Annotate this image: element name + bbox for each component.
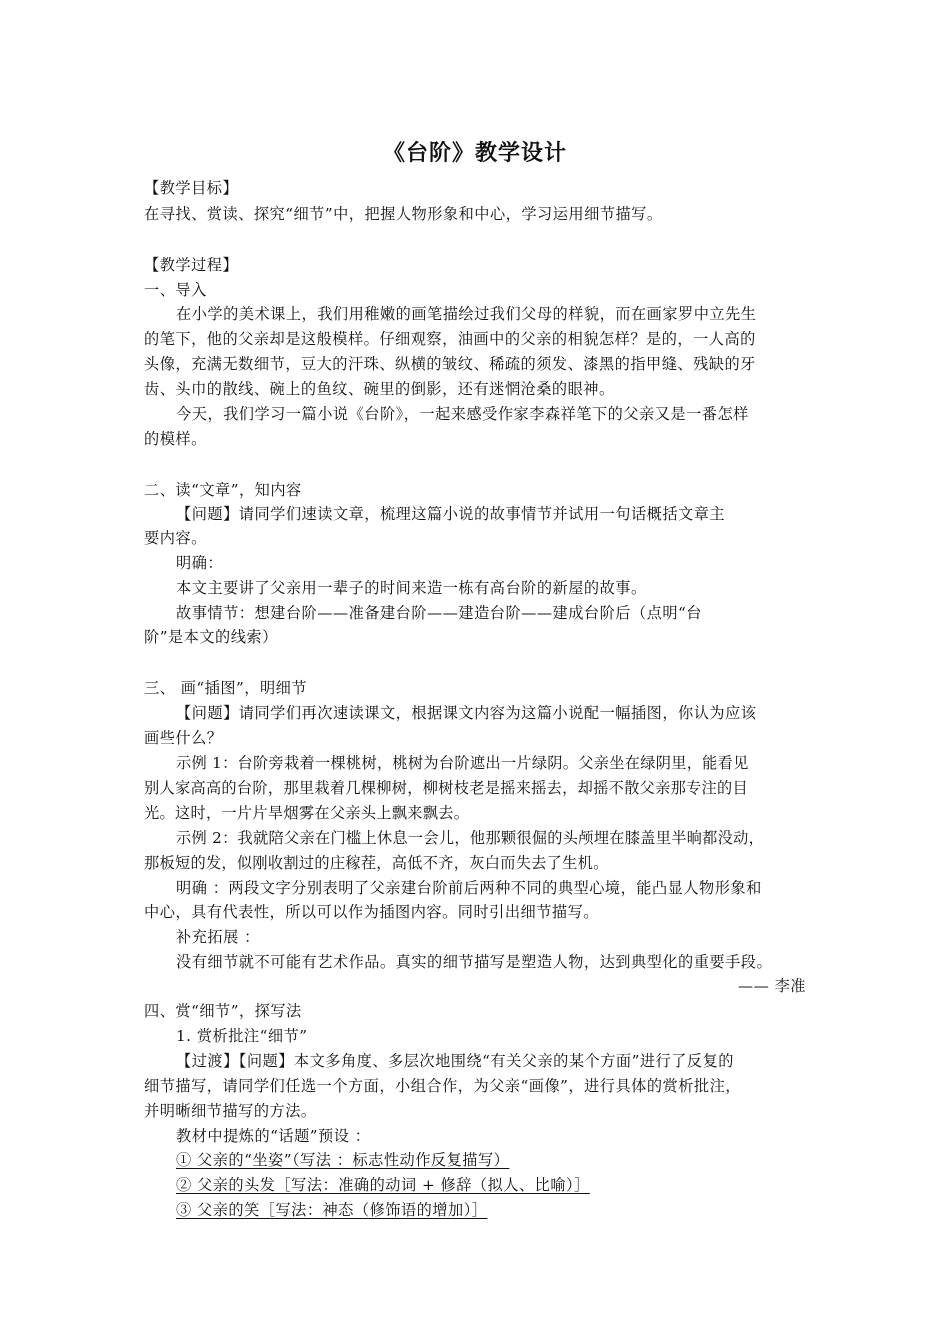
- transition-line: 并明晰细节描写的方法。: [144, 1102, 317, 1120]
- example-2-line: 示例 2：我就陪父亲在门槛上休息一会儿，他那颗很倔的头颅埋在膝盖里半晌都没动，: [176, 829, 765, 847]
- question-line: 【问题】请同学们速读文章，梳理这篇小说的故事情节并试用一句话概括文章主: [176, 505, 726, 523]
- goal-heading: 【教学目标】: [144, 179, 239, 197]
- example-1-line: 别人家高高的台阶，那里栽着几棵柳树，柳树枝老是摇来摇去，却摇不散父亲那专注的目: [144, 779, 749, 797]
- clarify-line: 中心，具有代表性，所以可以作为插图内容。同时引出细节描写。: [144, 903, 599, 921]
- section-4-heading: 四、赏“细节”，探写法: [144, 1002, 302, 1020]
- paragraph-line: 在小学的美术课上，我们用稚嫩的画笔描绘过我们父母的样貌，而在画家罗中立先生: [176, 305, 757, 323]
- paragraph-line: 今天，我们学习一篇小说《台阶》，一起来感受作家李森祥笔下的父亲又是一番怎样: [176, 405, 749, 423]
- example-2-line: 那板短的发，似刚收割过的庄稼茬，高低不齐，灰白而失去了生机。: [144, 854, 609, 872]
- topic-item: ③ 父亲的笑［写法：神态（修饰语的增加）］: [176, 1201, 488, 1219]
- question-line: 画些什么？: [144, 729, 223, 747]
- plot-line: 故事情节：想建台阶——准备建台阶——建造台阶——建成台阶后（点明“台: [176, 604, 702, 622]
- example-1-line: 光。这时，一片片旱烟雾在父亲头上飘来飘去。: [144, 804, 470, 822]
- section-1-heading: 一、导入: [144, 281, 207, 299]
- topic-item: ② 父亲的头发［写法：准确的动词 + 修辞（拟人、比喻）］: [176, 1176, 590, 1194]
- main-content-line: 本文主要讲了父亲用一辈子的时间来造一栋有高台阶的新屋的故事。: [176, 579, 647, 597]
- question-line: 【问题】请同学们再次速读课文，根据课文内容为这篇小说配一幅插图，你认为应该: [176, 704, 757, 722]
- process-heading: 【教学过程】: [144, 256, 239, 274]
- topic-item: ① 父亲的“坐姿”（写法 ：标志性动作反复描写）: [176, 1151, 510, 1169]
- plot-line: 阶”是本文的线索）: [144, 628, 278, 646]
- subheading: 1. 赏析批注“细节”: [176, 1027, 308, 1045]
- section-3-heading: 三、 画“插图”，明细节: [144, 679, 308, 697]
- example-1-line: 示例 1：台阶旁栽着一棵桃树，桃树为台阶遮出一片绿阴。父亲坐在绿阴里，能看见: [176, 754, 749, 772]
- goal-text: 在寻找、赏读、探究“细节”中，把握人物形象和中心，学习运用细节描写。: [144, 205, 663, 223]
- clarify-label: 明确：: [176, 554, 224, 572]
- paragraph-line: 的模样。: [144, 430, 207, 448]
- paragraph-line: 齿、头巾的散线、碗上的鱼纹、碗里的倒影，还有迷惘沧桑的眼神。: [144, 380, 615, 398]
- clarify-line: 明确 ：两段文字分别表明了父亲建台阶前后两种不同的典型心境，能凸显人物形象和: [176, 879, 762, 897]
- extension-label: 补充拓展 ：: [176, 928, 260, 946]
- quote-author: —— 李准: [737, 977, 806, 995]
- section-2-heading: 二、读“文章”，知内容: [144, 481, 302, 499]
- paragraph-line: 的笔下，他的父亲却是这般模样。仔细观察，油画中的父亲的相貌怎样？是的，一人高的: [144, 330, 756, 348]
- transition-line: 【过渡】【问题】本文多角度、多层次地围绕“有关父亲的某个方面”进行了反复的: [176, 1052, 734, 1070]
- topics-intro: 教材中提炼的“话题”预设 ：: [176, 1127, 371, 1145]
- question-line: 要内容。: [144, 529, 207, 547]
- document-title: 《台阶》教学设计: [382, 140, 567, 166]
- transition-line: 细节描写，请同学们任选一个方面，小组合作，为父亲“画像”，进行具体的赏析批注，: [144, 1077, 741, 1095]
- quote-text: 没有细节就不可能有艺术作品。真实的细节描写是塑造人物，达到典型化的重要手段。: [176, 953, 773, 971]
- paragraph-line: 头像，充满无数细节，豆大的汗珠、纵横的皱纹、稀疏的须发、漆黑的指甲缝、残缺的牙: [144, 355, 756, 373]
